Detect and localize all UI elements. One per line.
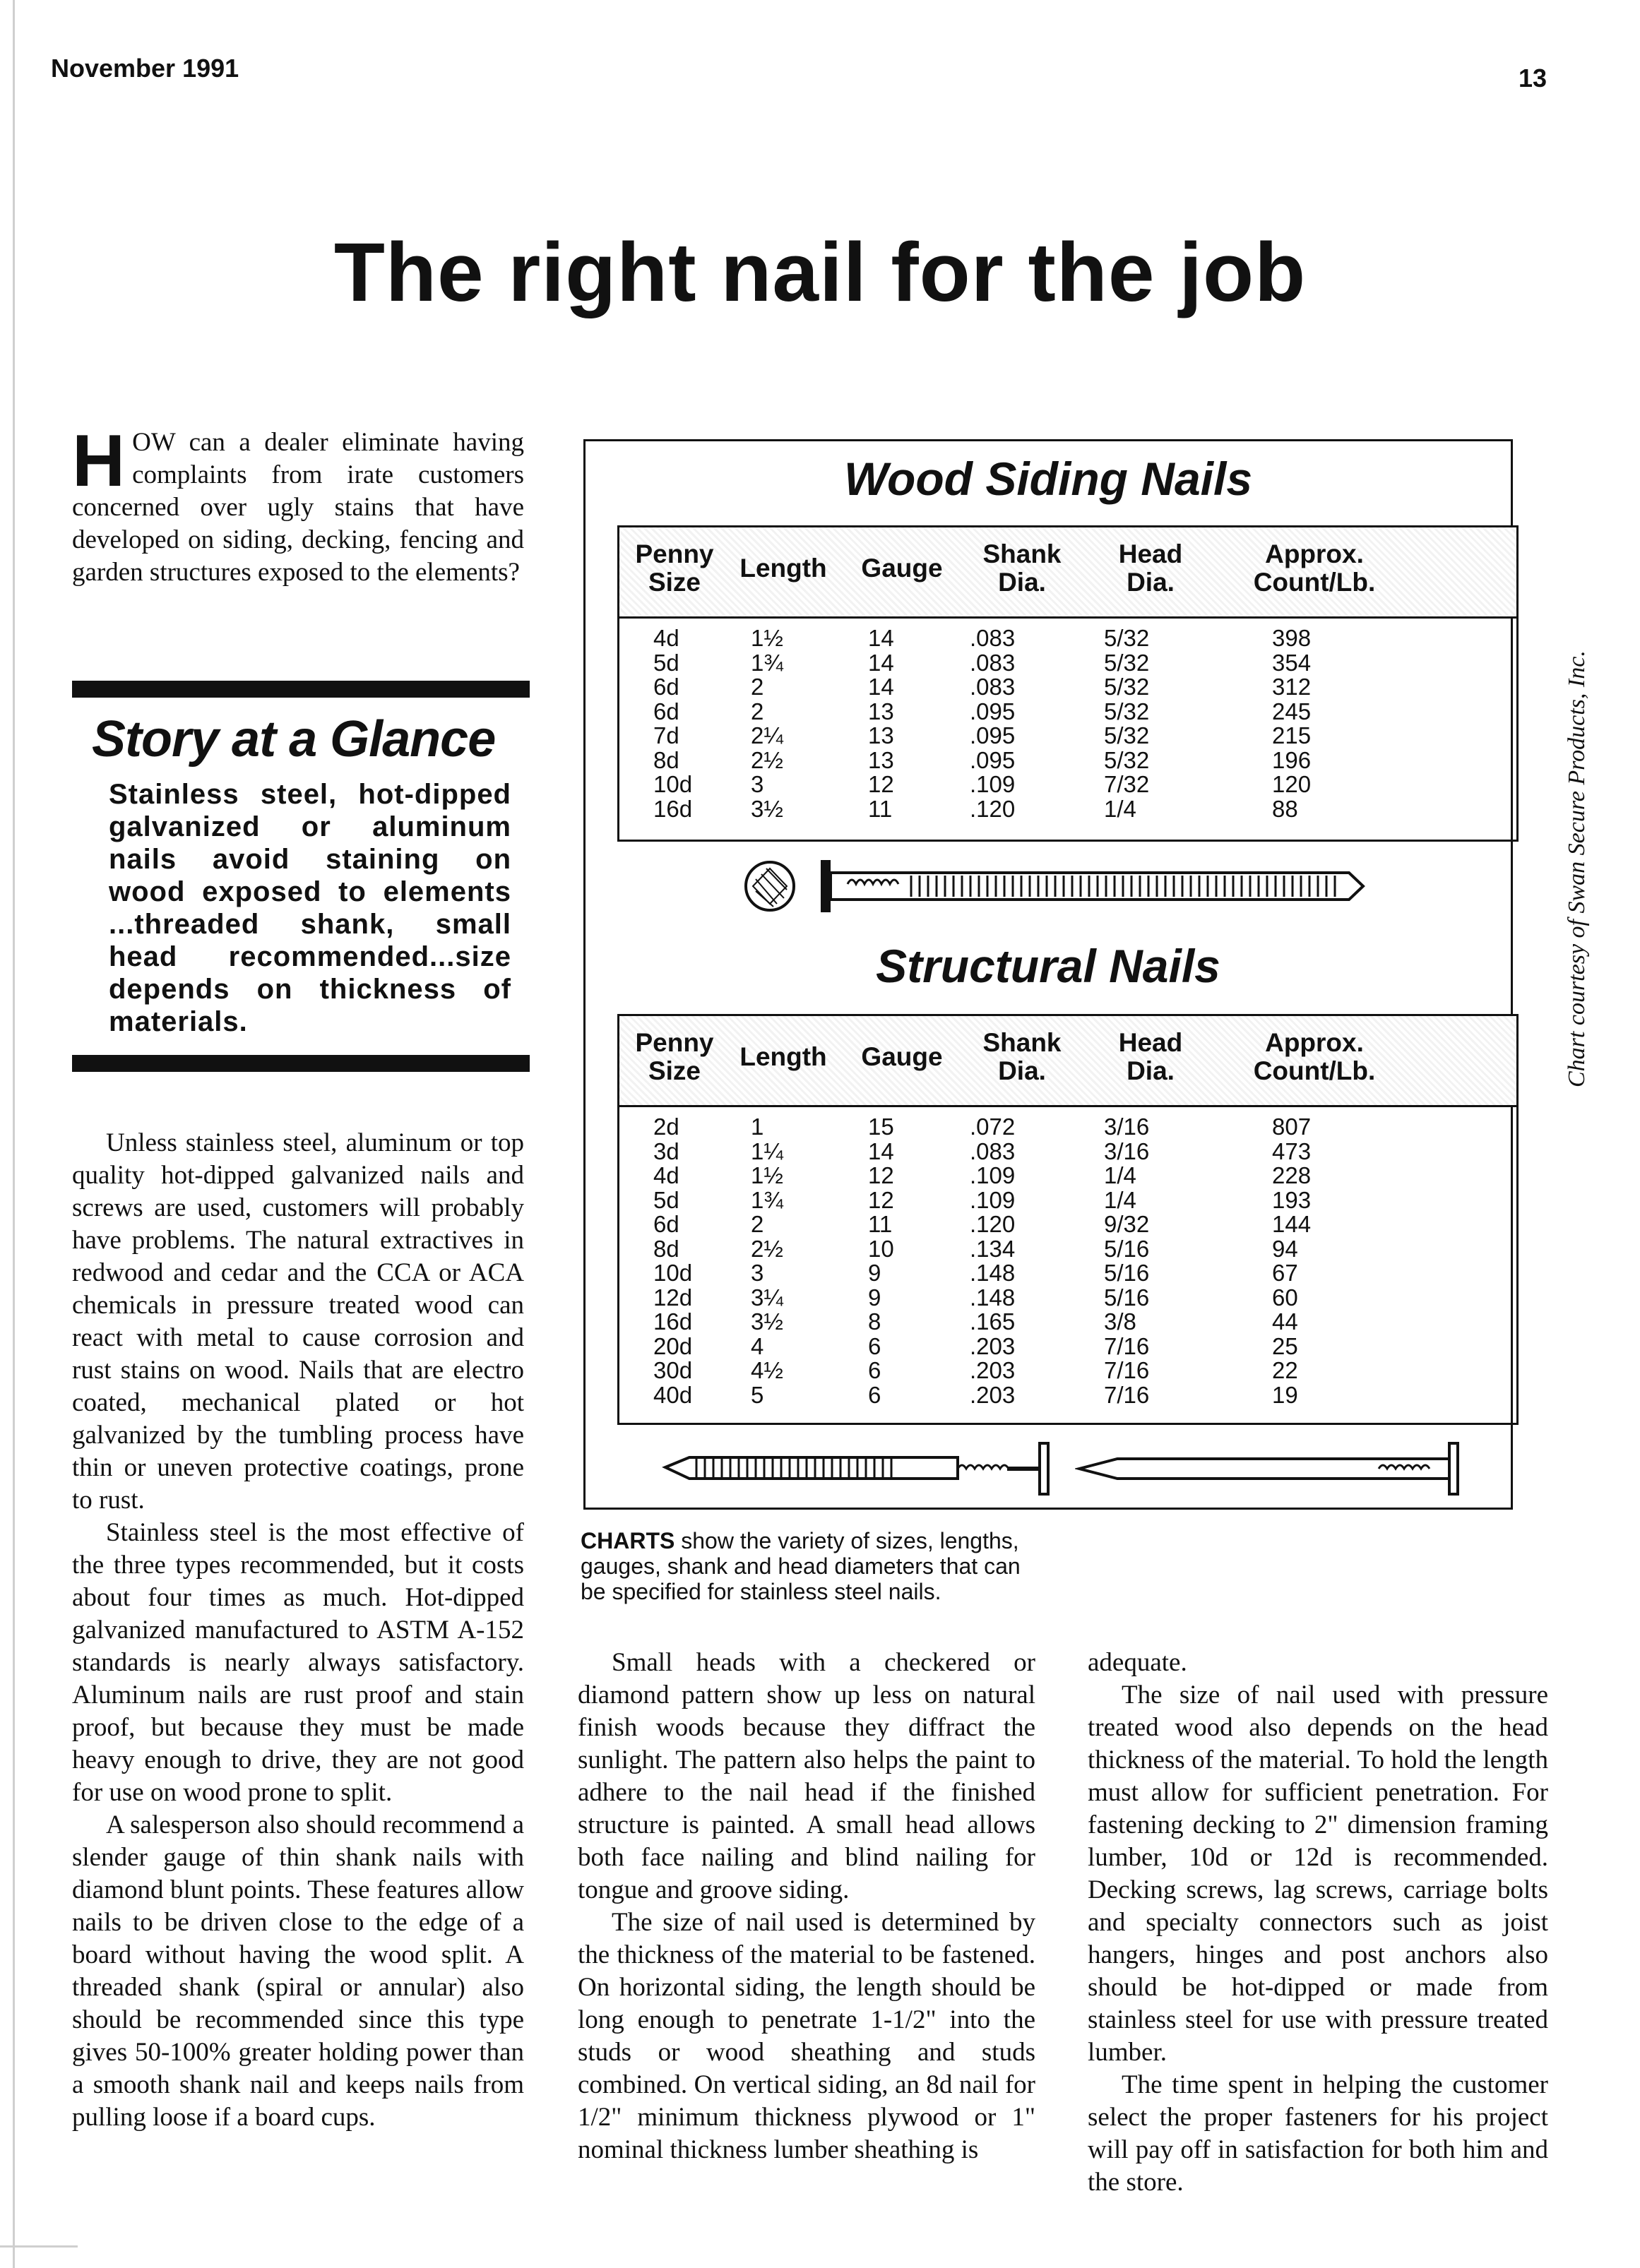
header-line: Count/Lb. xyxy=(1253,1056,1376,1085)
table-cell: 5/16 xyxy=(1104,1260,1150,1286)
table-cell: 6d xyxy=(653,698,679,724)
table-cell: 4 xyxy=(751,1332,764,1359)
table-cell: 2 xyxy=(751,698,764,724)
table-cell: 9 xyxy=(868,1284,881,1311)
glance-rule-top xyxy=(72,681,530,698)
table-cell: .203 xyxy=(970,1332,1016,1359)
table-cell: 1¼ xyxy=(751,1138,783,1164)
table-cell: 4d xyxy=(653,625,679,651)
table-row xyxy=(619,1359,1516,1383)
table-row xyxy=(619,772,1516,797)
table-cell: 16d xyxy=(653,1308,693,1335)
header-line: Penny xyxy=(635,539,714,568)
siding-nail-illustration xyxy=(742,847,1377,925)
table-cell: 30d xyxy=(653,1357,693,1383)
table-row xyxy=(619,797,1516,822)
table-row xyxy=(619,1140,1516,1164)
table-cell: 215 xyxy=(1272,722,1312,748)
table-cell: 5/32 xyxy=(1104,674,1150,700)
header-line: Approx. xyxy=(1265,1028,1364,1057)
table-row xyxy=(619,675,1516,700)
table-cell: 1 xyxy=(751,1114,764,1140)
table-cell: 40d xyxy=(653,1381,693,1408)
table-cell: .095 xyxy=(970,698,1016,724)
table-cell: .109 xyxy=(970,1162,1016,1188)
glance-title: Story at a Glance xyxy=(92,711,496,768)
table-cell: .095 xyxy=(970,722,1016,748)
table-cell: .072 xyxy=(970,1114,1016,1140)
table-cell: 94 xyxy=(1272,1235,1298,1262)
header-line: Size xyxy=(648,568,701,597)
table-cell: 5/32 xyxy=(1104,722,1150,748)
table-cell: 228 xyxy=(1272,1162,1312,1188)
table-cell: 13 xyxy=(868,698,894,724)
header-line: Approx. xyxy=(1265,539,1364,568)
column-2 xyxy=(578,1647,1035,2166)
table-cell: 5/32 xyxy=(1104,698,1150,724)
table-cell: 3 xyxy=(751,1260,764,1286)
header-cell xyxy=(1237,1029,1392,1085)
table-row xyxy=(619,1237,1516,1262)
table-cell: 5d xyxy=(653,649,679,676)
table-cell: 5d xyxy=(653,1186,679,1213)
table-cell: 6 xyxy=(868,1381,881,1408)
wood-table-title: Wood Siding Nails xyxy=(843,453,1253,505)
header-line: Length xyxy=(739,1042,827,1071)
page-number: 13 xyxy=(1519,64,1547,92)
table-cell: 8d xyxy=(653,746,679,773)
table-cell: .109 xyxy=(970,1186,1016,1213)
table-cell: 1½ xyxy=(751,1162,783,1188)
glance-rule-bottom xyxy=(72,1055,530,1072)
table-cell: 473 xyxy=(1272,1138,1312,1164)
table-cell: 3/8 xyxy=(1104,1308,1136,1335)
table-body xyxy=(619,1115,1516,1407)
table-cell: 7d xyxy=(653,722,679,748)
table-cell: 6d xyxy=(653,1211,679,1237)
table-header-row xyxy=(619,527,1516,619)
intro-text: OW can a dealer eliminate having complaints from irate customers concerned over ugly stains that have developed on siding, decking, fencing and garden structures exposed to the elements? xyxy=(72,428,524,587)
table-cell: 3¼ xyxy=(751,1284,783,1311)
table-cell: 245 xyxy=(1272,698,1312,724)
table-cell: .120 xyxy=(970,795,1016,822)
table-cell: 7/16 xyxy=(1104,1357,1150,1383)
header-line: Dia. xyxy=(998,568,1046,597)
table-cell: 7/16 xyxy=(1104,1381,1150,1408)
header-line: Shank xyxy=(982,539,1062,568)
table-row xyxy=(619,1332,1516,1359)
table-cell: .083 xyxy=(970,625,1016,651)
table-cell: .134 xyxy=(970,1235,1016,1262)
table-cell: 2 xyxy=(751,1211,764,1237)
table-cell: 12 xyxy=(868,1186,894,1213)
header-line: Dia. xyxy=(998,1056,1046,1085)
table-cell: 67 xyxy=(1272,1260,1298,1286)
table-cell: 4½ xyxy=(751,1357,783,1383)
header-line: Count/Lb. xyxy=(1253,568,1376,597)
caption-lead: CHARTS xyxy=(581,1528,675,1553)
table-cell: 11 xyxy=(868,795,893,822)
table-cell: 12 xyxy=(868,1162,894,1188)
table-cell: 3/16 xyxy=(1104,1138,1150,1164)
table-cell: 12 xyxy=(868,771,894,797)
col1-paragraph-2: Stainless steel is the most effective of the three types recommended, but it costs about four times as much. Hot-dipped galvanized manufactured to ASTM A-152 standards is nearly always satisfactory. Aluminum nails are rust proof and stain proof, but because they must be made heavy enough to drive, they are not good for use on wood prone to split. xyxy=(72,1518,524,1807)
header-line: Dia. xyxy=(1127,568,1175,597)
table-cell: 3½ xyxy=(751,1308,783,1335)
glance-text: Stainless steel, hot-dipped galvanized or aluminum nails avoid staining on wood exposed to elements ...threaded shank, small head recommended...size depends on thickness of materials. xyxy=(109,779,511,1037)
table-row xyxy=(619,1212,1516,1237)
table-cell: 9 xyxy=(868,1260,881,1286)
table-cell: 5/16 xyxy=(1104,1235,1150,1262)
table-cell: .148 xyxy=(970,1284,1016,1311)
table-cell: 6d xyxy=(653,674,679,700)
table-cell: 44 xyxy=(1272,1308,1298,1335)
structural-table xyxy=(617,1014,1519,1425)
table-cell: 7/16 xyxy=(1104,1332,1150,1359)
table-cell: 20d xyxy=(653,1332,693,1359)
table-cell: 3½ xyxy=(751,795,783,822)
table-cell: 13 xyxy=(868,722,894,748)
header-cell xyxy=(1073,1029,1228,1085)
table-row xyxy=(619,1115,1516,1140)
table-cell: 12d xyxy=(653,1284,693,1311)
table-cell: 19 xyxy=(1272,1381,1298,1408)
wood-siding-table xyxy=(617,525,1519,842)
table-cell: 2½ xyxy=(751,1235,783,1262)
col3-continued: adequate. xyxy=(1088,1648,1187,1677)
table-cell: 14 xyxy=(868,674,894,700)
table-cell: 9/32 xyxy=(1104,1211,1150,1237)
table-cell: .203 xyxy=(970,1357,1016,1383)
table-cell: 5/32 xyxy=(1104,746,1150,773)
table-row xyxy=(619,651,1516,676)
table-cell: .109 xyxy=(970,771,1016,797)
table-cell: 354 xyxy=(1272,649,1312,676)
table-cell: 88 xyxy=(1272,795,1298,822)
table-cell: .083 xyxy=(970,674,1016,700)
table-row xyxy=(619,1383,1516,1408)
table-cell: 1/4 xyxy=(1104,1162,1136,1188)
chart-credit: Chart courtesy of Swan Secure Products, Inc. xyxy=(1564,650,1590,1087)
col1-paragraph-1: Unless stainless steel, aluminum or top quality hot-dipped galvanized nails and screws are used, customers will probably have problems. The natural extractives in redwood and cedar and the CCA or ACA chemicals in pressure treated wood can react with metal to cause corrosion and rust stains on wood. Nails that are electro coated, mechanical plated or hot galvanized by the tumbling process have thin or uneven protective coatings, prone to rust. xyxy=(72,1128,524,1515)
table-cell: 8d xyxy=(653,1235,679,1262)
table-row xyxy=(619,1310,1516,1335)
table-row xyxy=(619,1188,1516,1213)
table-cell: 2½ xyxy=(751,746,783,773)
col1-paragraph-3: A salesperson also should recommend a slender gauge of thin shank nails with diamond blunt points. These features allow nails to be driven close to the edge of a board without having the wood split. A threaded shank (spiral or annular) also should be recommended since this type gives 50-100% greater holding power than a smooth shank nail and keeps nails from pulling loose if a board cups. xyxy=(72,1810,524,2132)
table-cell: 120 xyxy=(1272,771,1312,797)
table-cell: .083 xyxy=(970,649,1016,676)
table-cell: 4d xyxy=(653,1162,679,1188)
table-cell: 13 xyxy=(868,746,894,773)
table-cell: 312 xyxy=(1272,674,1312,700)
col3-paragraph-1: The size of nail used with pressure treated wood also depends on the head thickness of the material. To hold the length must allow for sufficient penetration. For fastening decking to 2" dimension framing lumber, 10d or 12d is recommended. Decking screws, lag screws, carriage bolts and specialty connectors such as joist hangers, hinges and post anchors also should be hot-dipped or made from stainless steel for use with pressure treated lumber. xyxy=(1088,1681,1548,2067)
table-cell: 2¼ xyxy=(751,722,783,748)
structural-nail-illustration-smooth xyxy=(1075,1440,1470,1497)
table-row xyxy=(619,1261,1516,1286)
table-cell: 11 xyxy=(868,1211,893,1237)
table-cell: 6 xyxy=(868,1357,881,1383)
table-cell: 1/4 xyxy=(1104,1186,1136,1213)
table-cell: 144 xyxy=(1272,1211,1312,1237)
page-edge xyxy=(13,0,15,2268)
table-cell: 25 xyxy=(1272,1332,1298,1359)
chart-caption xyxy=(581,1528,1047,1604)
header-line: Shank xyxy=(982,1028,1062,1057)
table-cell: 14 xyxy=(868,649,894,676)
table-cell: 22 xyxy=(1272,1357,1298,1383)
drop-cap: H xyxy=(72,420,126,502)
table-row xyxy=(619,700,1516,724)
table-cell: 10d xyxy=(653,771,693,797)
table-cell: .083 xyxy=(970,1138,1016,1164)
header-line: Head xyxy=(1118,1028,1183,1057)
table-cell: .165 xyxy=(970,1308,1016,1335)
header-line: Head xyxy=(1118,539,1183,568)
table-cell: 1¾ xyxy=(751,1186,783,1213)
table-cell: 16d xyxy=(653,795,693,822)
table-cell: 2d xyxy=(653,1114,679,1140)
table-cell: 60 xyxy=(1272,1284,1298,1311)
table-cell: 1½ xyxy=(751,625,783,651)
table-cell: 398 xyxy=(1272,625,1312,651)
header-line: Gauge xyxy=(861,1042,943,1071)
table-cell: 14 xyxy=(868,1138,894,1164)
header-cell xyxy=(1073,540,1228,597)
table-cell: 5/16 xyxy=(1104,1284,1150,1311)
intro-paragraph xyxy=(72,420,524,589)
table-cell: .203 xyxy=(970,1381,1016,1408)
caption-text: show the variety of sizes, lengths, gauges, shank and head diameters that can be specified for stainless steel nails. xyxy=(581,1528,1021,1604)
issue-date: November 1991 xyxy=(51,54,239,83)
table-cell: 8 xyxy=(868,1308,881,1335)
header-line: Penny xyxy=(635,1028,714,1057)
table-cell: 15 xyxy=(868,1114,894,1140)
table-cell: 5/32 xyxy=(1104,625,1150,651)
table-row xyxy=(619,724,1516,748)
table-cell: 7/32 xyxy=(1104,771,1150,797)
header-line: Length xyxy=(739,554,827,583)
column-3 xyxy=(1088,1647,1548,2199)
table-cell: 2 xyxy=(751,674,764,700)
table-row xyxy=(619,748,1516,773)
table-cell: .148 xyxy=(970,1260,1016,1286)
table-cell: 10d xyxy=(653,1260,693,1286)
table-cell: 10 xyxy=(868,1235,894,1262)
table-row xyxy=(619,1164,1516,1188)
col2-paragraph-2: The size of nail used is determined by the thickness of the material to be fastened. On horizontal siding, the length should be long enough to penetrate 1-1/2" into the studs or wood sheathing and studs combined. On vertical siding, an 8d nail for 1/2" minimum thickness plywood or 1" nominal thickness lumber sheathing is xyxy=(578,1908,1035,2164)
table-header-row xyxy=(619,1016,1516,1107)
table-cell: 1¾ xyxy=(751,649,783,676)
table-cell: 196 xyxy=(1272,746,1312,773)
header-line: Dia. xyxy=(1127,1056,1175,1085)
table-cell: 3/16 xyxy=(1104,1114,1150,1140)
table-cell: 1/4 xyxy=(1104,795,1136,822)
table-cell: 5/32 xyxy=(1104,649,1150,676)
col2-paragraph-1: Small heads with a checkered or diamond pattern show up less on natural finish woods because they diffract the sunlight. The pattern also helps the paint to adhere to the nail head if the finished structure is painted. A small head allows both face nailing and blind nailing for tongue and groove siding. xyxy=(578,1648,1035,1904)
table-body xyxy=(619,626,1516,821)
header-cell xyxy=(1237,540,1392,597)
table-row xyxy=(619,626,1516,651)
table-cell: 14 xyxy=(868,625,894,651)
headline: The right nail for the job xyxy=(333,226,1307,319)
table-cell: 807 xyxy=(1272,1114,1312,1140)
header-line: Gauge xyxy=(861,554,943,583)
table-cell: 5 xyxy=(751,1381,764,1408)
struct-table-title: Structural Nails xyxy=(876,940,1220,992)
table-row xyxy=(619,1286,1516,1311)
header-line: Size xyxy=(648,1056,701,1085)
structural-nail-illustration-threaded xyxy=(661,1440,1057,1497)
page-edge-bottom xyxy=(0,2245,78,2248)
table-cell: 3 xyxy=(751,771,764,797)
table-cell: 3d xyxy=(653,1138,679,1164)
col3-paragraph-2: The time spent in helping the customer select the proper fasteners for his project will pay off in satisfaction for both him and the store. xyxy=(1088,2070,1548,2197)
table-cell: .095 xyxy=(970,746,1016,773)
table-cell: .120 xyxy=(970,1211,1016,1237)
table-cell: 193 xyxy=(1272,1186,1312,1213)
column-1 xyxy=(72,1127,524,2134)
table-cell: 6 xyxy=(868,1332,881,1359)
